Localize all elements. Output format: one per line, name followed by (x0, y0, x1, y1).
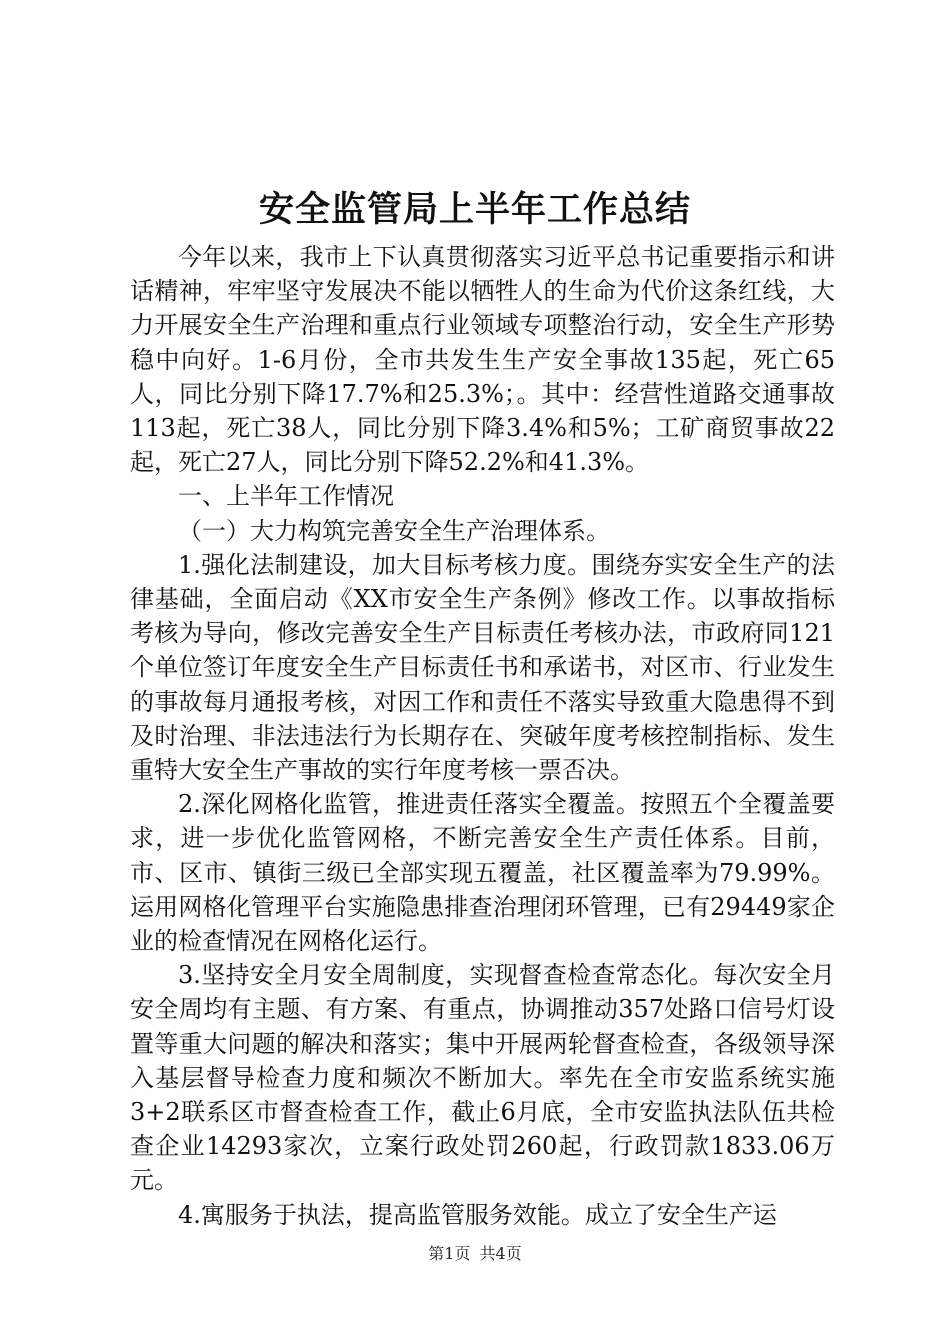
heading-subsection-1: （一）大力构筑完善安全生产治理体系。 (178, 516, 610, 545)
paragraph-item-3: 3.坚持安全月安全周制度，实现督查检查常态化。每次安全月安全周均有主题、有方案、有重点，协调推动357处路口信号灯设置等重大问题的解决和落实；集中开展两轮督查检查，各级领导深入基层督导检查力度和频次不断加大。率先在全市安监系统实施3+2联系区市督查检查工作，截止6月底，全市安监执法队伍共检查企业14293家次，立案行政处罚260起，行政罚款1833.06万元。 (130, 961, 835, 1195)
page-footer (0, 1244, 950, 1264)
paragraph-intro: 今年以来，我市上下认真贯彻落实习近平总书记重要指示和讲话精神，牢牢坚守发展决不能以牺牲人的生命为代价这条红线，大力开展安全生产治理和重点行业领域专项整治行动，安全生产形势稳中向好。1-6月份，全市共发生生产安全事故135起，死亡65人，同比分别下降17.7%和25.3%；。其中：经营性道路交通事故113起，死亡38人，同比分别下降3.4%和5%；工矿商贸事故22起，死亡27人，同比分别下降52.2%和41.3%。 (130, 243, 835, 477)
paragraph-item-1: 1.强化法制建设，加大目标考核力度。围绕夯实安全生产的法律基础，全面启动《XX市安全生产条例》修改工作。以事故指标考核为导向，修改完善安全生产目标责任考核办法，市政府同121个单位签订年度安全生产目标责任书和承诺书，对区市、行业发生的事故每月通报考核，对因工作和责任不落实导致重大隐患得不到及时治理、非法违法行为长期存在、突破年度考核控制指标、发生重特大安全生产事故的实行年度考核一票否决。 (130, 550, 835, 785)
page-total: 共4页 (479, 1244, 522, 1263)
heading-section-1: 一、上半年工作情况 (178, 482, 394, 511)
page-number: 第1页 (428, 1244, 471, 1263)
document-body (130, 240, 835, 1232)
document-title: 安全监管局上半年工作总结 (258, 189, 691, 230)
paragraph-item-4: 4.寓服务于执法，提高监管服务效能。成立了安全生产运 (178, 1200, 777, 1229)
paragraph-item-2: 2.深化网格化监管，推进责任落实全覆盖。按照五个全覆盖要求，进一步优化监管网格，不断完善安全生产责任体系。目前，市、区市、镇街三级已全部实现五覆盖，社区覆盖率为79.99%。运用网格化管理平台实施隐患排查治理闭环管理，已有29449家企业的检查情况在网格化运行。 (130, 790, 835, 956)
